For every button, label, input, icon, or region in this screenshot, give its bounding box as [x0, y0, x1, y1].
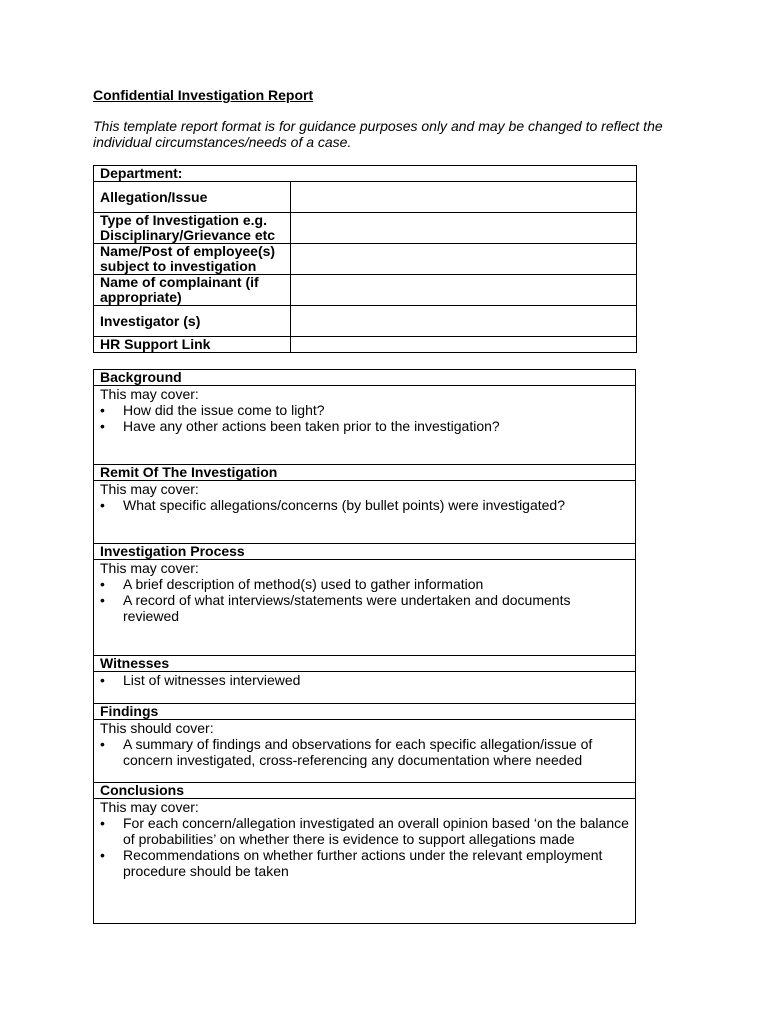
- list-item: • How did the issue come to light?: [100, 402, 629, 418]
- conclusions-intro: This may cover:: [100, 799, 199, 815]
- table-row: [94, 337, 637, 353]
- investigation-type-value[interactable]: [291, 213, 637, 244]
- report-sections: [93, 369, 636, 924]
- process-intro: This may cover:: [100, 560, 199, 576]
- info-table: [93, 165, 637, 353]
- table-row: [94, 275, 637, 306]
- findings-intro: This should cover:: [100, 720, 214, 736]
- allegation-label: Allegation/Issue: [94, 182, 291, 213]
- report-title: Confidential Investigation Report: [93, 87, 314, 103]
- table-row: [94, 244, 637, 275]
- table-row: [94, 213, 637, 244]
- witnesses-body: [94, 672, 635, 704]
- list-item: • A record of what interviews/statements were undertaken and documents reviewed: [100, 592, 629, 624]
- process-heading: Investigation Process: [94, 544, 635, 560]
- hr-support-label: HR Support Link: [94, 337, 291, 353]
- complainant-value[interactable]: [291, 275, 637, 306]
- table-row: [94, 182, 637, 213]
- findings-list: [100, 736, 629, 768]
- remit-heading: Remit Of The Investigation: [94, 465, 635, 481]
- findings-heading: Findings: [94, 704, 635, 720]
- department-row: [94, 166, 637, 182]
- investigator-value[interactable]: [291, 306, 637, 337]
- employee-name-value[interactable]: [291, 244, 637, 275]
- investigator-label: Investigator (s): [94, 306, 291, 337]
- remit-list: [100, 497, 629, 513]
- background-list: [100, 402, 629, 434]
- hr-support-value[interactable]: [291, 337, 637, 353]
- background-heading: Background: [94, 370, 635, 386]
- list-item: • A brief description of method(s) used to gather information: [100, 576, 629, 592]
- list-item: • For each concern/allegation investigated an overall opinion based ‘on the balance of probabilities’ on whether there is evidence to support allegations made: [100, 815, 629, 847]
- employee-name-label: Name/Post of employee(s) subject to investigation: [94, 244, 291, 275]
- list-item: • Have any other actions been taken prior to the investigation?: [100, 418, 629, 434]
- background-body: [94, 386, 635, 465]
- witnesses-heading: Witnesses: [94, 656, 635, 672]
- department-label: Department:: [94, 166, 637, 182]
- witnesses-list: [100, 672, 629, 688]
- findings-body: [94, 720, 635, 783]
- list-item: • A summary of findings and observations for each specific allegation/issue of concern investigated, cross-referencing any documentation where needed: [100, 736, 629, 768]
- complainant-label: Name of complainant (if appropriate): [94, 275, 291, 306]
- intro-text: This template report format is for guidance purposes only and may be changed to reflect the individual circumstances/needs of a case.: [93, 118, 663, 150]
- investigation-type-label: Type of Investigation e.g. Disciplinary/Grievance etc: [94, 213, 291, 244]
- remit-intro: This may cover:: [100, 481, 199, 497]
- allegation-value[interactable]: [291, 182, 637, 213]
- conclusions-body: [94, 799, 635, 923]
- process-list: [100, 576, 629, 624]
- background-intro: This may cover:: [100, 386, 199, 402]
- conclusions-list: [100, 815, 629, 879]
- list-item: • Recommendations on whether further actions under the relevant employment procedure should be taken: [100, 847, 629, 879]
- conclusions-heading: Conclusions: [94, 783, 635, 799]
- table-row: [94, 306, 637, 337]
- process-body: [94, 560, 635, 656]
- list-item: • What specific allegations/concerns (by bullet points) were investigated?: [100, 497, 629, 513]
- list-item: • List of witnesses interviewed: [100, 672, 629, 688]
- remit-body: [94, 481, 635, 544]
